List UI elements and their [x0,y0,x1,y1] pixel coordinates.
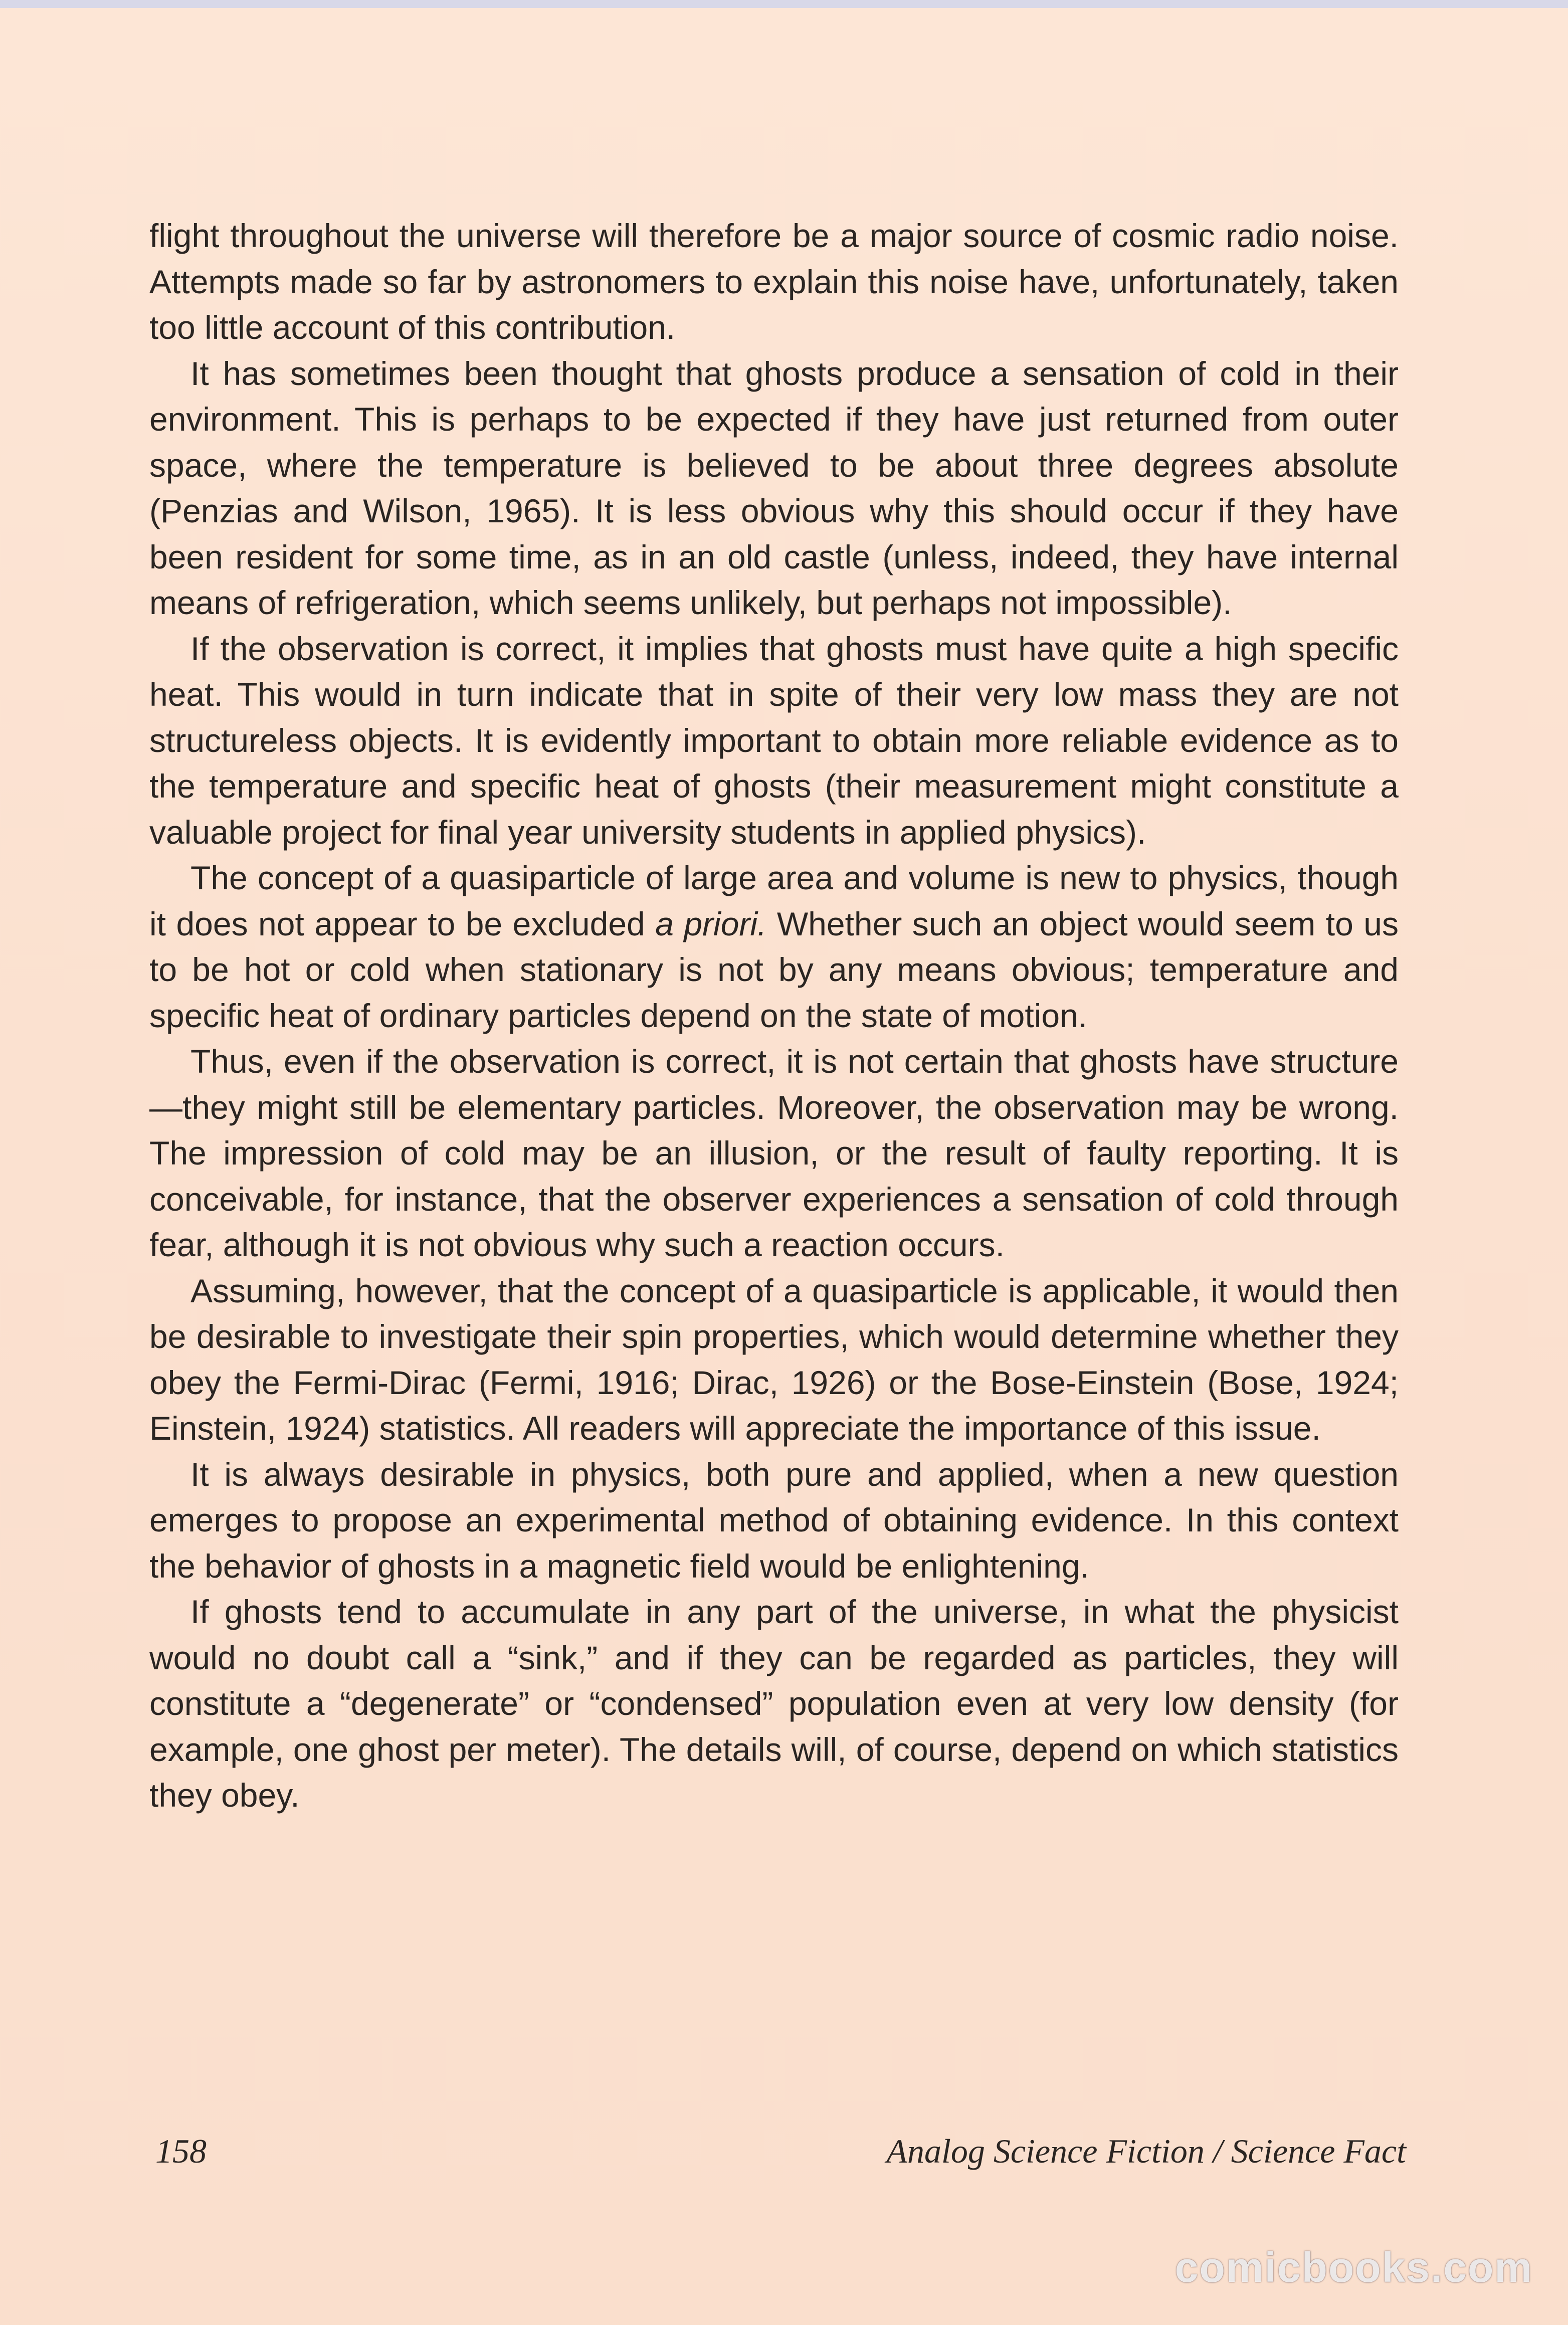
paragraph-quasiparticle [149,855,1399,1039]
paragraph-cold-sensation: It has sometimes been thought that ghosts produce a sensation of cold in their environment. This is perhaps to be expected if they have just returned from outer space, where the temperature is believed to be about three degrees absolute (Penzias and Wilson, 1965). It is less obvious why this should occur if they have been resident for some time, as in an old castle (unless, indeed, they have internal means of refrigeration, which seems unlikely, but perhaps not impossible). [149,354,1399,621]
paragraph-structure: Thus, even if the observation is correct, it is not certain that ghosts have structure—they might still be elementary particles. Moreover, the observation may be wrong. The impression of cold may be an illusion, or the result of faulty reporting. It is conceivable, for instance, that the observer experiences a sensation of cold through fear, although it is not obvious why such a reaction occurs. [149,1043,1399,1263]
running-title: Analog Science Fiction / Science Fact [886,2132,1406,2170]
quasiparticle-text-start: The concept of a quasiparticle of large area and volume is new to physics, though it does not appear to be excluded [149,859,1399,942]
a-priori-italic: a priori. [655,905,767,942]
page-number: 158 [155,2132,207,2170]
scan-top-edge [0,0,1568,8]
watermark: comicbooks.com [1174,2244,1533,2291]
paragraph-degenerate-population: If ghosts tend to accumulate in any part of the universe, in what the physicist would no doubt call a “sink,” and if they can be regarded as particles, they will constitute a “degenerate” or “condensed” population even at very low density (for example, one ghost per meter). The details will, of course, depend on which statistics they obey. [149,1593,1399,1814]
paragraph-magnetic-field: It is always desirable in physics, both pure and applied, when a new question emerges to propose an experimental method of obtaining evidence. In this context the behavior of ghosts in a magnetic field would be enlightening. [149,1455,1399,1585]
paragraph-specific-heat: If the observation is correct, it implies that ghosts must have quite a high specific heat. This would in turn indicate that in spite of their very low mass they are not structureless objects. It is evidently important to obtain more reliable evidence as to the temperature and specific heat of ghosts (their measurement might constitute a valuable project for final year university students in applied physics). [149,630,1399,851]
page-footer [155,2132,1406,2177]
quasiparticle-text-end: Whether such an object would seem to us to be hot or cold when stationary is not by any means obvious; temperature and specific heat of ordinary particles depend on the state of motion. [149,905,1399,1034]
paragraph-spin-properties: Assuming, however, that the concept of a quasiparticle is applicable, it would then be desirable to investigate their spin properties, which would determine whether they obey the Fermi-Dirac (Fermi, 1916; Dirac, 1926) or the Bose-Einstein (Bose, 1924; Einstein, 1924) statistics. All readers will appreciate the importance of this issue. [149,1272,1399,1447]
paragraph-cosmic-noise: flight throughout the universe will therefore be a major source of cosmic radio noise. Attempts made so far by astronomers to explain this noise have, unfortunately, taken too little account of this contribution. [149,217,1399,346]
article-body [149,213,1399,1819]
